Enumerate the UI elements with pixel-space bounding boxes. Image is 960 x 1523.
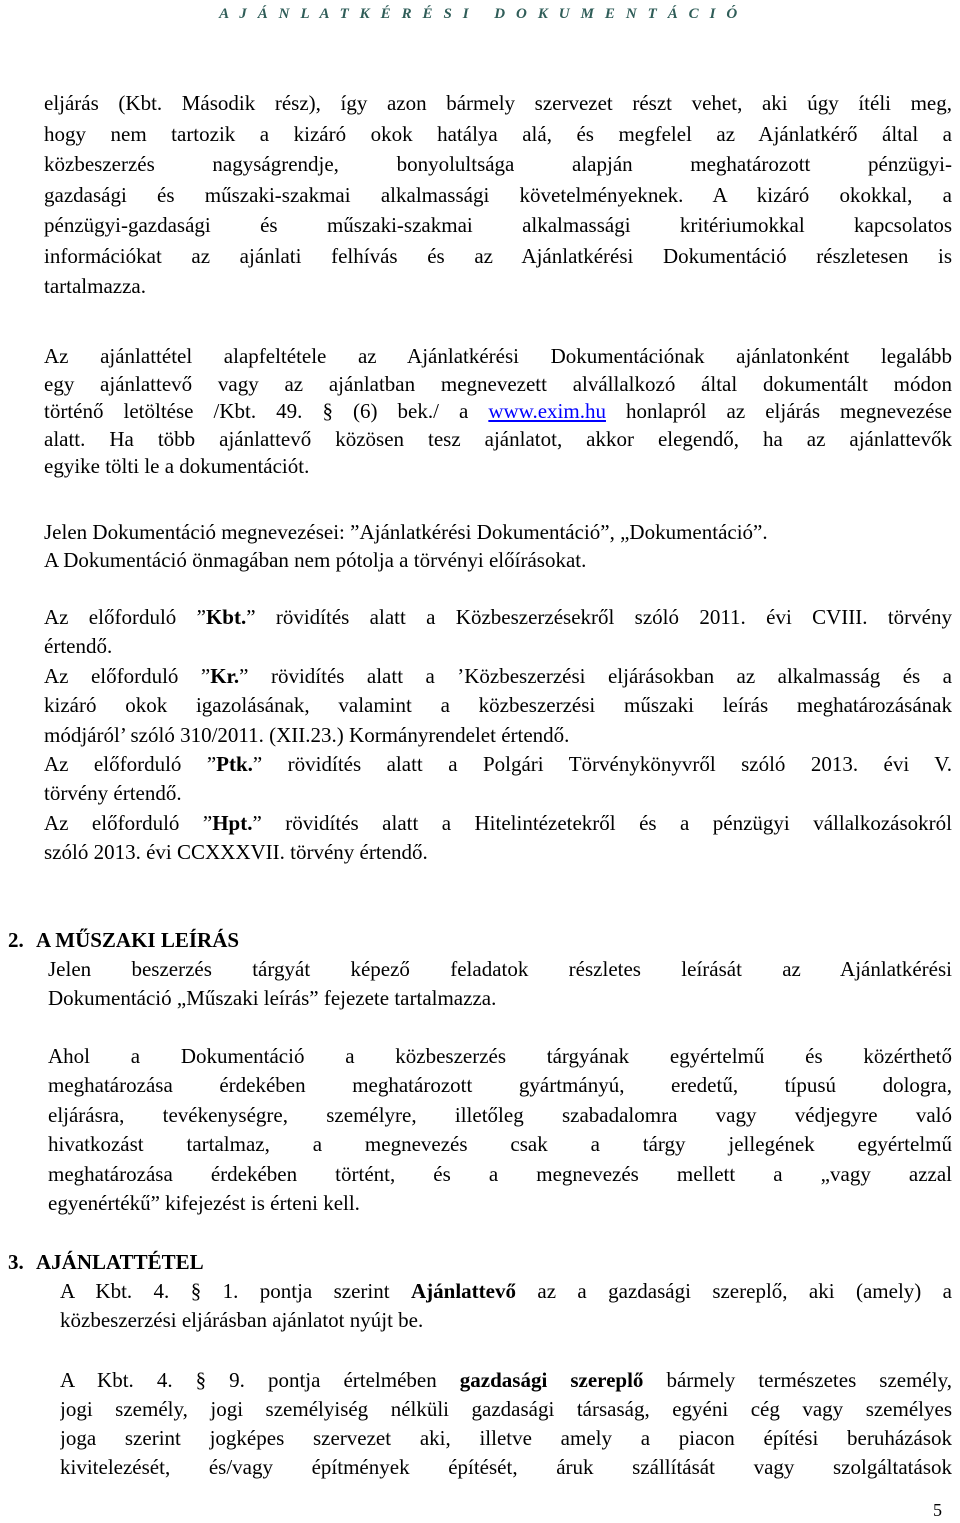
paragraph-line: eljárásra, tevékenységre, személyre, illetőleg szabadalomra vagy védjegyre való xyxy=(48,1102,952,1127)
term-bold: Ajánlattevő xyxy=(411,1279,516,1303)
paragraph-line: tartalmazza. xyxy=(44,274,147,298)
abbreviation-bold: Ptk. xyxy=(216,751,253,776)
paragraph-line xyxy=(44,603,952,632)
paragraph-line: jogi személy, jogi személyiség nélküli gazdasági társaság, egyéni cég vagy személyes xyxy=(60,1397,952,1421)
section-number: 2. xyxy=(8,928,24,952)
abbreviation-bold: Kr. xyxy=(210,663,240,688)
line-text: Az előforduló ” xyxy=(44,605,206,629)
paragraph-line: meghatározása érdekében meghatározott gyártmányú, eredetű, típusú dologra, xyxy=(48,1073,952,1098)
section-title: A MŰSZAKI LEÍRÁS xyxy=(36,928,240,952)
paragraph-equivalence xyxy=(48,1042,952,1218)
line-text: ” rövidítés alatt a Közbeszerzésekről szóló 2011. évi CVIII. törvény xyxy=(246,605,952,629)
paragraph-download-condition xyxy=(44,343,952,481)
paragraph-line: gazdasági és műszaki-szakmai alkalmassági követelményeknek. A kizáró okokkal, a xyxy=(44,182,952,207)
paragraph-tenderer-definition xyxy=(60,1277,952,1335)
line-text: bármely természetes személy, xyxy=(643,1368,952,1392)
line-text: Az előforduló ” xyxy=(44,663,211,688)
paragraph-line xyxy=(44,809,952,838)
paragraph-line: kivitelezését, és/vagy építmények építését, áruk szállítását vagy szolgáltatások xyxy=(60,1455,952,1479)
exim-website-link[interactable]: www.exim.hu xyxy=(488,399,606,423)
paragraph-line: értendő. xyxy=(44,634,113,659)
paragraph-naming xyxy=(44,518,952,574)
paragraph-eligibility xyxy=(44,88,952,302)
paragraph-line: joga szerint jogképes szervezet aki, illetve amely a piacon építési beruházások xyxy=(60,1426,952,1450)
line-text: ” rövidítés alatt a Hitelintézetekről és a pénzügyi vállalkozásokról xyxy=(252,810,952,835)
section-heading-tendering xyxy=(8,1248,204,1277)
paragraph-line xyxy=(44,398,952,426)
paragraph-line: közbeszerzés nagyságrendje, bonyolultsága alapján meghatározott pénzügyi- xyxy=(44,152,952,176)
paragraph-line xyxy=(60,1277,952,1306)
paragraph-line xyxy=(44,662,952,691)
paragraph-line: Jelen beszerzés tárgyát képező feladatok részletes leírását az Ajánlatkérési xyxy=(48,957,952,981)
paragraph-line: törvény értendő. xyxy=(44,781,182,806)
page-number: 5 xyxy=(933,1500,942,1520)
paragraph-line: egyenértékű” kifejezést is érteni kell. xyxy=(48,1190,360,1215)
paragraph-line: A Dokumentáció önmagában nem pótolja a törvényi előírásokat. xyxy=(44,548,587,572)
line-text: történő letöltése /Kbt. 49. § (6) bek./ a xyxy=(44,399,489,423)
term-bold: gazdasági szereplő xyxy=(459,1368,644,1392)
line-text: ” rövidítés alatt a ’Közbeszerzési eljárásokban az alkalmasság és a xyxy=(239,663,952,688)
paragraph-line: pénzügyi-gazdasági és műszaki-szakmai alkalmassági kritériumokkal kapcsolatos xyxy=(44,213,952,237)
paragraph-technical-description xyxy=(48,955,952,1013)
line-text: A Kbt. 4. § 9. pontja értelmében xyxy=(60,1368,460,1392)
paragraph-line: szóló 2013. évi CCXXXVII. törvény értendő. xyxy=(44,840,428,865)
paragraph-line: információkat az ajánlati felhívás és az Ajánlatkérési Dokumentáció részletesen is xyxy=(44,243,952,268)
paragraph-abbreviations xyxy=(44,603,952,868)
paragraph-line: egyike tölti le a dokumentációt. xyxy=(44,454,310,478)
section-number: 3. xyxy=(8,1250,24,1274)
paragraph-line: Az ajánlattétel alapfeltétele az Ajánlatkérési Dokumentációnak ajánlatonként legalább xyxy=(44,344,952,368)
paragraph-line: egy ajánlattevő vagy az ajánlatban megnevezett alvállalkozó által dokumentált módon xyxy=(44,371,952,396)
paragraph-line: hivatkozást tartalmaz, a megnevezés csak a tárgy jellegének egyértelmű xyxy=(48,1132,952,1157)
line-text: Az előforduló ” xyxy=(44,751,217,776)
line-text: honlapról az eljárás megnevezése xyxy=(605,399,952,423)
line-text: Az előforduló ” xyxy=(44,810,213,835)
paragraph-line: meghatározása érdekében történt, és a megnevezés mellett a „vagy azzal xyxy=(48,1161,952,1186)
paragraph-line: Jelen Dokumentáció megnevezései: ”Ajánlatkérési Dokumentáció”, „Dokumentáció”. xyxy=(44,520,768,544)
paragraph-line: kizáró okok igazolásának, valamint a közbeszerzési műszaki leírás meghatározásának xyxy=(44,693,952,718)
paragraph-line: módjáról’ szóló 310/2011. (XII.23.) Kormányrendelet értendő. xyxy=(44,722,570,747)
paragraph-line: Ahol a Dokumentáció a közbeszerzés tárgyának egyértelmű és közérthető xyxy=(48,1044,952,1068)
paragraph-line: Dokumentáció „Műszaki leírás” fejezete tartalmazza. xyxy=(48,986,497,1010)
line-text: ” rövidítés alatt a Polgári Törvénykönyvről szóló 2013. évi V. xyxy=(252,751,952,776)
paragraph-line: közbeszerzési eljárásban ajánlatot nyújt be. xyxy=(60,1308,424,1332)
line-text: az a gazdasági szereplő, aki (amely) a xyxy=(515,1279,952,1303)
running-header: A J Á N L A T K É R É S I D O K U M E N T Á C I Ó xyxy=(219,6,741,22)
paragraph-line: alatt. Ha több ajánlattevő közösen tesz ajánlatot, akkor elegendő, ha az ajánlattevők xyxy=(44,426,952,451)
paragraph-line xyxy=(44,750,952,779)
section-heading-technical-description xyxy=(8,926,239,955)
paragraph-line: hogy nem tartozik a kizáró okok hatálya alá, és megfelel az Ajánlatkérő által a xyxy=(44,121,952,146)
paragraph-economic-operator-definition xyxy=(60,1366,952,1482)
abbreviation-bold: Kbt. xyxy=(205,605,247,629)
abbreviation-bold: Hpt. xyxy=(212,810,253,835)
paragraph-line xyxy=(60,1366,952,1395)
section-title: AJÁNLATTÉTEL xyxy=(36,1250,204,1274)
paragraph-line: eljárás (Kbt. Második rész), így azon bármely szervezet részt vehet, aki úgy ítéli meg, xyxy=(44,91,952,115)
line-text: A Kbt. 4. § 1. pontja szerint xyxy=(60,1279,411,1303)
